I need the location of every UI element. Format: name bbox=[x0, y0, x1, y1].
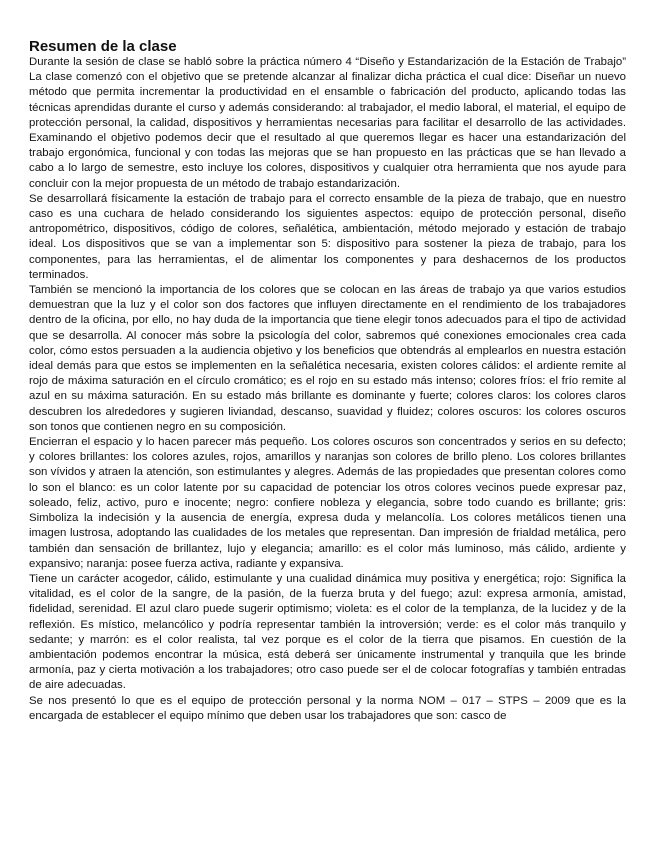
document-page bbox=[29, 38, 626, 724]
paragraph: Encierran el espacio y lo hacen parecer más pequeño. Los colores oscuros son concentrados y serios en su defecto; y colores brillantes: los colores azules, rojos, amarillos y naranjas son colores de brillo pleno. Los colores brillantes son vívidos y atraen la atención, son estimulantes y alegres. Además de las propiedades que presentan colores como lo son el blanco: es un color latente por su capacidad de potenciar los otros colores vecinos puede expresar paz, soleado, feliz, activo, puro e inocente; negro: confiere nobleza y elegancia, sobre todo cuando es brillante; gris: Simboliza la indecisión y la ausencia de energía, expresa duda y melancolía. Los colores metálicos tienen una imagen lustrosa, adoptando las cualidades de los metales que representan. Dan impresión de frialdad metálica, pero también dan sensación de brillantez, lujo y elegancia; amarillo: es el color más luminoso, más cálido, ardiente y expansivo; naranja: posee fuerza activa, radiante y expansiva. bbox=[29, 436, 626, 570]
document-title: Resumen de la clase bbox=[29, 38, 177, 55]
paragraph: Se desarrollará físicamente la estación de trabajo para el correcto ensamble de la pieza de trabajo, que en nuestro caso es una cuchara de helado considerando los siguientes aspectos: equipo de protección personal, diseño antropométrico, dispositivos, código de colores, señalética, ambientación, método mejorado y estación de trabajo ideal. Los dispositivos que se van a implementar son 5: dispositivo para sostener la pieza de trabajo, para los componentes, para las herramientas, el de alimentar los componentes y para deshacernos de los productos terminados. bbox=[29, 192, 626, 281]
paragraph: También se mencionó la importancia de los colores que se colocan en las áreas de trabajo ya que varios estudios demuestran que la luz y el color son dos factores que influyen directamente en el rendimiento de los trabajadores dentro de la oficina, por ello, no hay duda de la importancia que tiene elegir tonos adecuados para el tipo de actividad que se desarrolla. Al conocer más sobre la psicología del color, sabremos qué conexiones emocionales crea cada color, cómo estos persuaden a la audiencia objetivo y los beneficios que obtendrás al emplearlos en nuestra estación ideal demás para que estos se implementen en la señalética necesaria, existen colores cálidos: el ardiente remite al rojo de máxima saturación en el círculo cromático; es el rojo en su estado más intenso; colores fríos: el frío remite al azul en su máxima saturación. En su estado más brillante es dominante y fuerte; colores claros: los colores claros descubren los alrededores y sugieren liviandad, descanso, suavidad y fluidez; colores oscuros: los colores oscuros son tonos que contienen negro en su composición. bbox=[29, 284, 626, 433]
paragraph: Se nos presentó lo que es el equipo de protección personal y la norma NOM – 017 – STPS – 2009 que es la encargada de establecer el equipo mínimo que deben usar los trabajadores que son: casco de bbox=[29, 694, 626, 722]
document-body bbox=[29, 55, 626, 724]
paragraph: Tiene un carácter acogedor, cálido, estimulante y una cualidad dinámica muy positiva y energética; rojo: Significa la vitalidad, es el color de la sangre, de la pasión, de la fuerza bruta y del fuego; azul: expresa armonía, amistad, fidelidad, serenidad. El azul claro puede sugerir optimismo; violeta: es el color de la templanza, de la lucidez y de la reflexión. Es místico, melancólico y podría representar también la introversión; verde: es el color más tranquilo y sedante; y marrón: es el color realista, tal vez porque es el color de la tierra que pisamos. En cuestión de la ambientación podemos encontrar la música, está deberá ser únicamente instrumental y tranquila que les brinde armonía, paz y cierta motivación a los trabajadores; otro caso puede ser el de colocar fotografías y también entradas de aire adecuadas. bbox=[29, 572, 626, 692]
paragraph: Durante la sesión de clase se habló sobre la práctica número 4 “Diseño y Estandarización de la Estación de Trabajo” La clase comenzó con el objetivo que se pretende alcanzar al finalizar dicha práctica el cual dice: Diseñar un nuevo método que permita incrementar la productividad en el ensamble o fabricación del producto, aplicando todas las técnicas aprendidas durante el curso y además considerando: al trabajador, el medio laboral, el material, el equipo de protección personal, la calidad, dispositivos y herramientas necesarias para facilitar el desarrollo de las actividades. Examinando el objetivo podemos decir que el resultado al que queremos llegar es hacer una estandarización del trabajo ergonómica, funcional y con todas las mejoras que se han propuesto en las prácticas que se han llevado a cabo a lo largo de semestre, esto incluye los colores, dispositivos y cualquier otra herramienta que nos ayude para concluir con la mejor propuesta de un método de trabajo estandarización. bbox=[29, 56, 626, 190]
